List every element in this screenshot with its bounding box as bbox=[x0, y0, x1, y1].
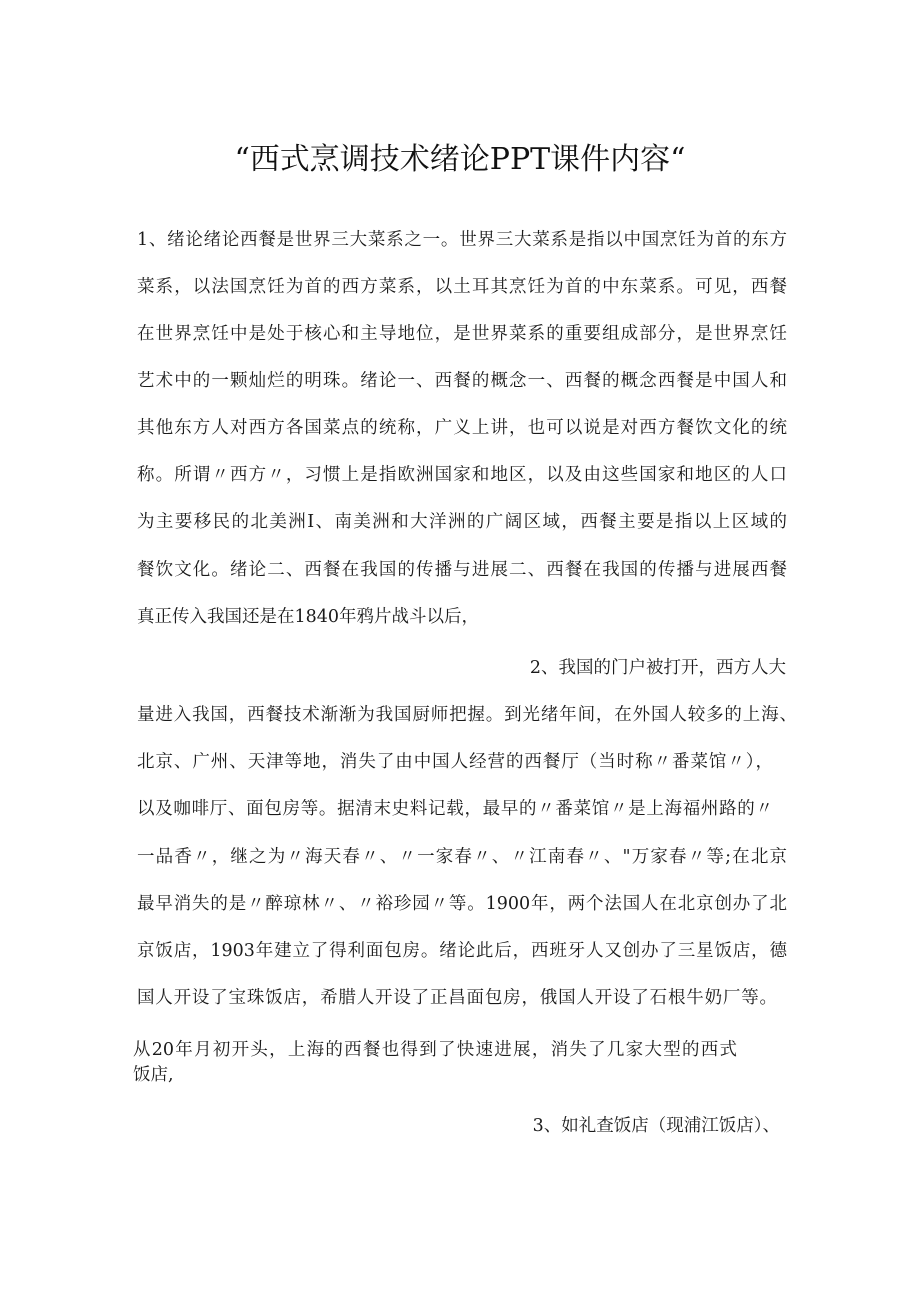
paragraph-line: 量进入我国，西餐技术渐渐为我国厨师把握。到光绪年间，在外国人较多的上海、 bbox=[137, 705, 797, 725]
paragraph-line: 菜系，以法国烹饪为首的西方菜系，以土耳其烹饪为首的中东菜系。可见，西餐 bbox=[137, 277, 787, 297]
paragraph-line: 称。所谓〃西方〃，习惯上是指欧洲国家和地区，以及由这些国家和地区的人口 bbox=[137, 465, 787, 485]
paragraph-line: 京饭店，1903年建立了得利面包房。绪论此后，西班牙人又创办了三星饭店，德 bbox=[137, 941, 787, 961]
paragraph-line: 2、我国的门户被打开，西方人大 bbox=[529, 658, 786, 678]
paragraph-line: 在世界烹饪中是处于核心和主导地位，是世界菜系的重要组成部分，是世界烹饪 bbox=[137, 324, 787, 344]
paragraph-line: 饭店, bbox=[133, 1065, 174, 1085]
paragraph-line: 从20年月初开头，上海的西餐也得到了快速进展，消失了几家大型的西式 bbox=[133, 1040, 737, 1060]
paragraph-line: 餐饮文化。绪论二、西餐在我国的传播与进展二、西餐在我国的传播与进展西餐 bbox=[137, 560, 787, 580]
paragraph-line: 真正传入我国还是在1840年鸦片战斗以后， bbox=[137, 607, 480, 627]
paragraph-line: 其他东方人对西方各国菜点的统称，广义上讲，也可以说是对西方餐饮文化的统 bbox=[137, 418, 787, 438]
paragraph-line: 3、如礼查饭店（现浦江饭店）、 bbox=[532, 1116, 780, 1136]
paragraph-line: 艺术中的一颗灿烂的明珠。绪论一、西餐的概念一、西餐的概念西餐是中国人和 bbox=[137, 371, 787, 391]
paragraph-line: 一品香〃，继之为〃海天春〃、〃一家春〃、〃江南春〃、"万家春〃等;在北京 bbox=[137, 847, 787, 867]
paragraph-line: 以及咖啡厅、面包房等。据清末史料记载，最早的〃番菜馆〃是上海福州路的〃 bbox=[137, 799, 773, 819]
paragraph-line: 最早消失的是〃醉琼林〃、〃裕珍园〃等。1900年，两个法国人在北京创办了北 bbox=[137, 894, 787, 914]
paragraph-line: 1、绪论绪论西餐是世界三大菜系之一。世界三大菜系是指以中国烹饪为首的东方 bbox=[137, 230, 787, 250]
paragraph-line: 国人开设了宝珠饭店，希腊人开设了正昌面包房，俄国人开设了石根牛奶厂等。 bbox=[137, 988, 777, 1008]
paragraph-line: 北京、广州、天津等地，消失了由中国人经营的西餐厅（当时称〃番菜馆〃）， bbox=[137, 752, 773, 772]
paragraph-line: 为主要移民的北美洲I、南美洲和大洋洲的广阔区域，西餐主要是指以上区域的 bbox=[137, 512, 787, 532]
document-title: “西式烹调技术绪论PPT课件内容“ bbox=[234, 142, 686, 177]
